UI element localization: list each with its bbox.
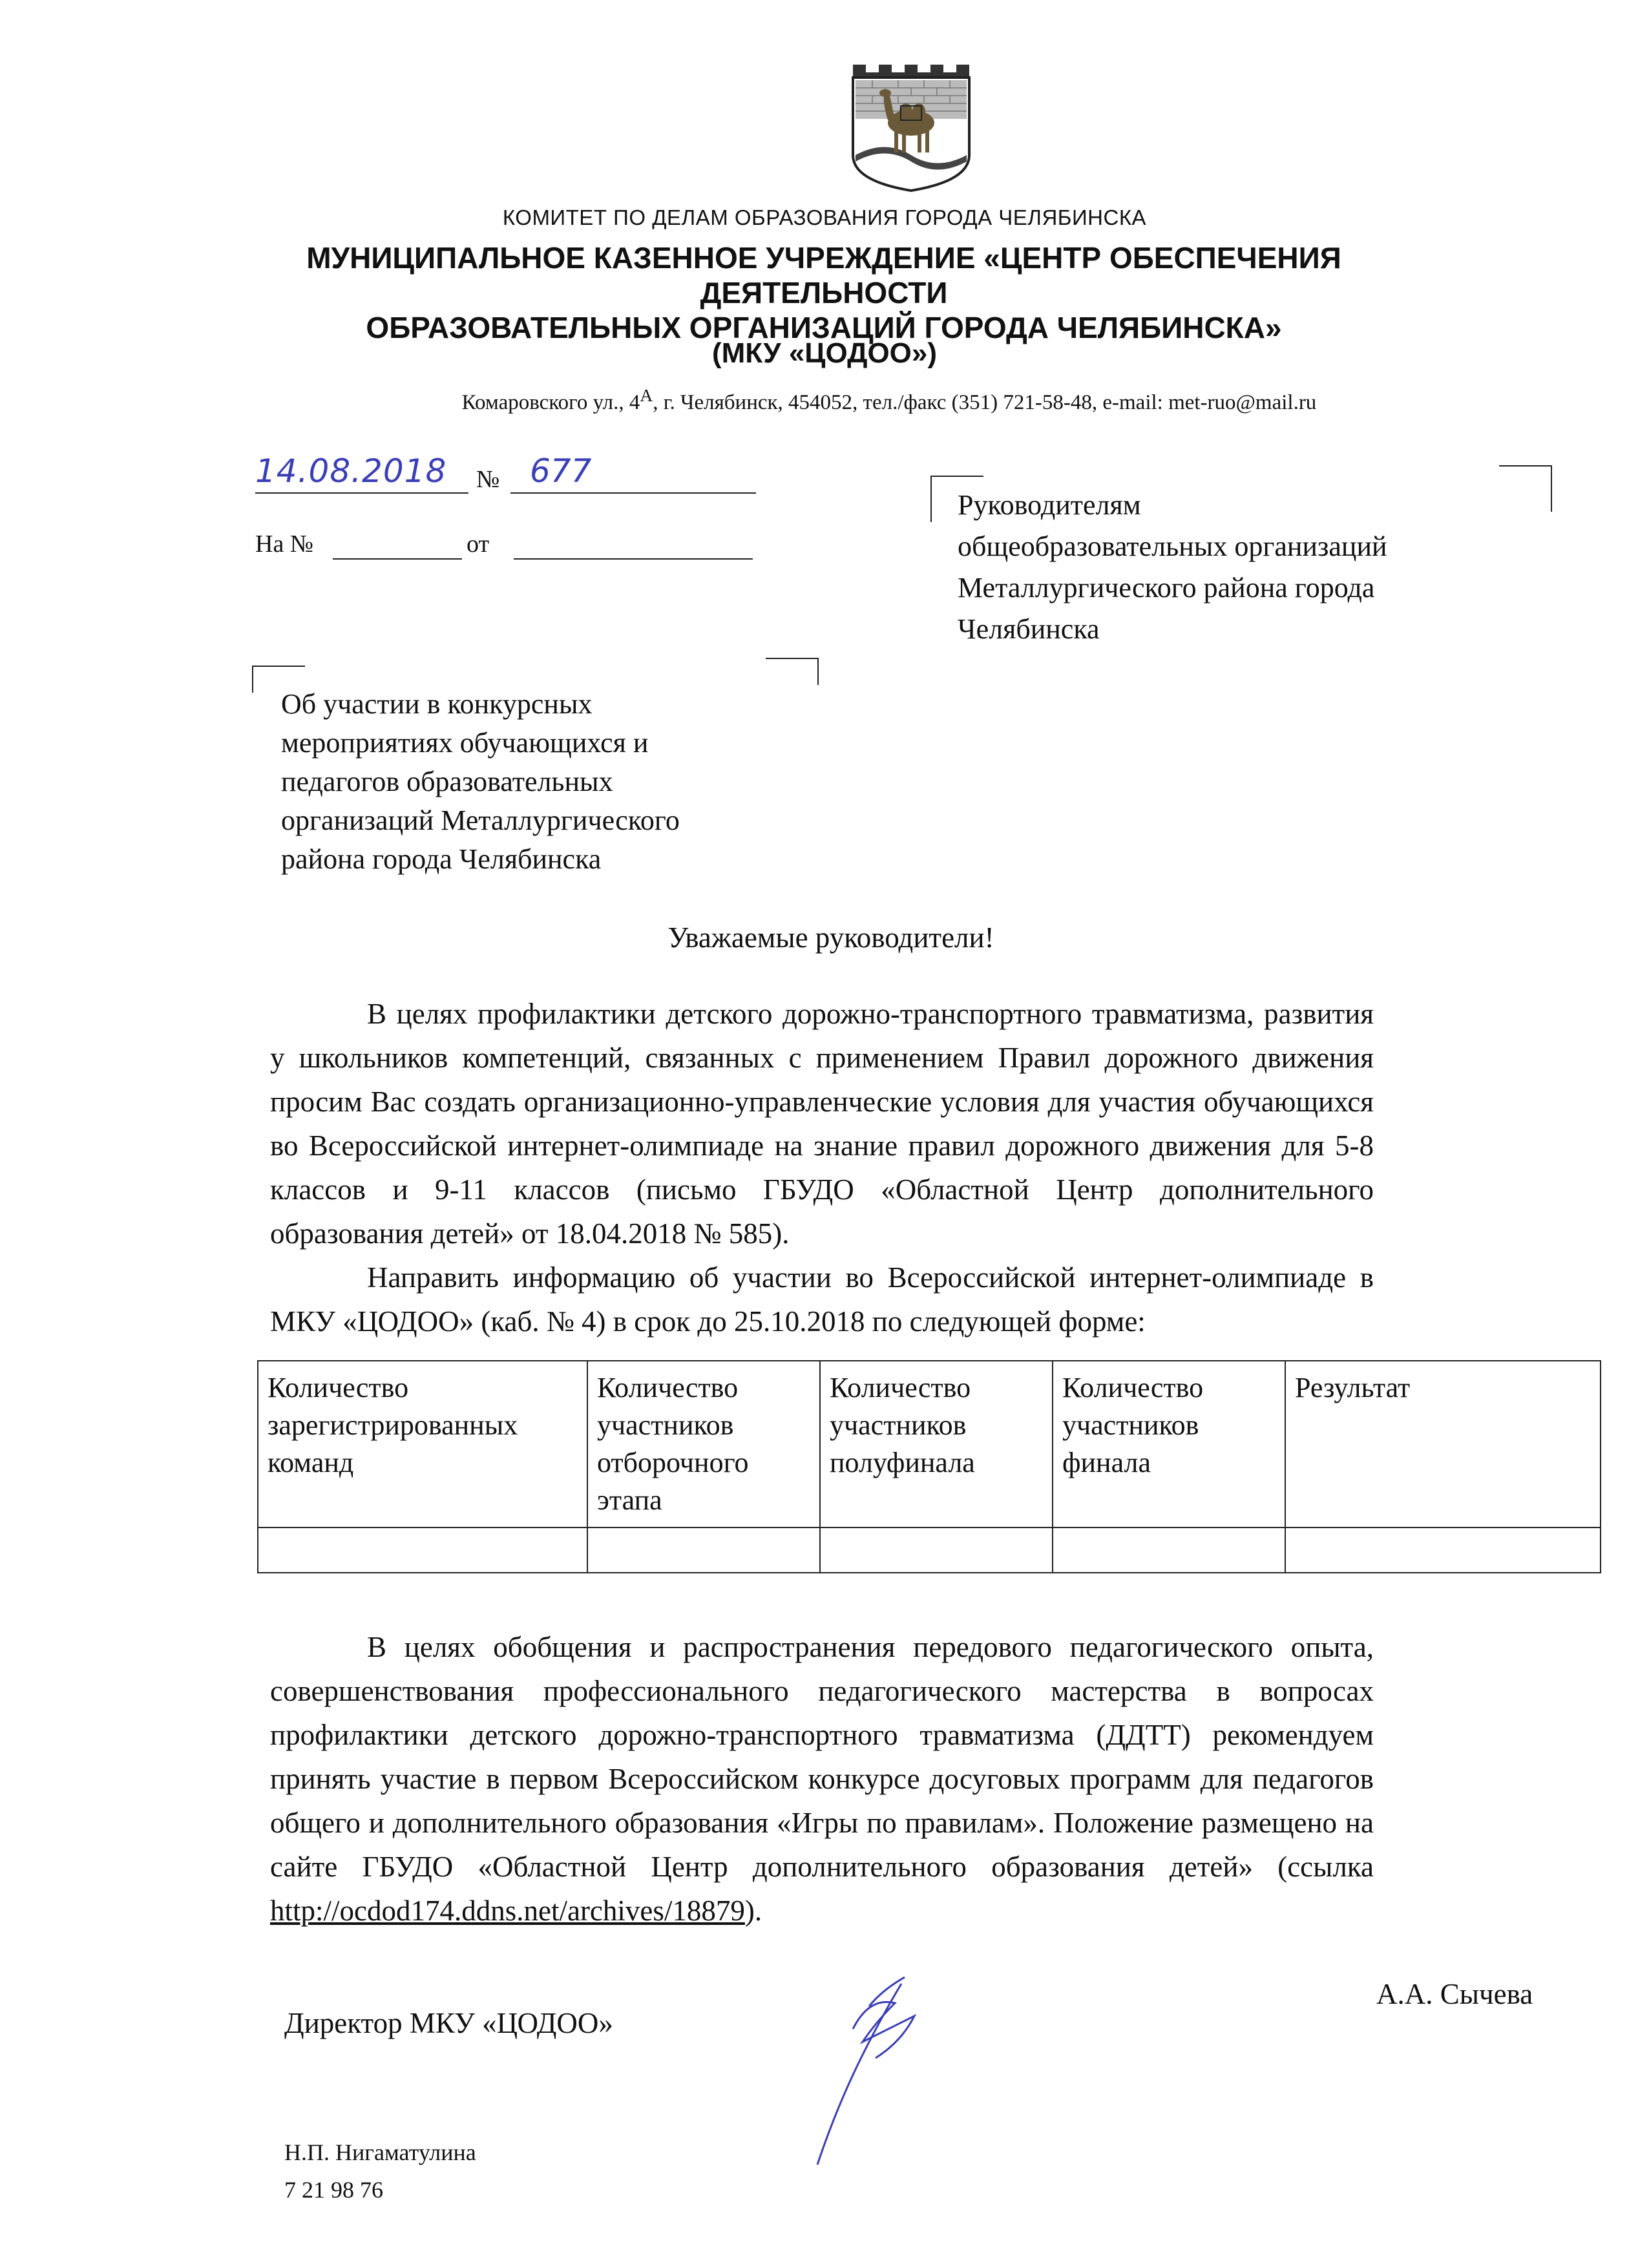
table-cell (258, 1528, 587, 1573)
addressee-line: общеобразовательных организаций (958, 530, 1387, 562)
body-paragraph (270, 1625, 1374, 1933)
salutation: Уважаемые руководители! (667, 921, 994, 954)
address-text: Комаровского ул., 4 (461, 391, 640, 414)
subject-line: педагогов образовательных (281, 766, 613, 797)
reference-number-blank (333, 558, 462, 560)
body-paragraph: В целях профилактики детского дорожно-транспортного травматизма, развития у школьников компетенций, связанных с применением Правил дорожного движения просим Вас создать организационно-управленческие условия для участия обучающихся во Всероссийской интернет-олимпиаде на знание правил дорожного движения для 5-8 классов и 9-11 классов (письмо ГБУДО «Областной Центр дополнительного образования детей» от 18.04.2018 № 585). (270, 998, 1374, 1250)
city-coat-of-arms-emblem (846, 58, 976, 194)
reference-date-label: от (467, 530, 490, 558)
table-header-row (258, 1361, 1601, 1528)
subject-line: организаций Металлургического (281, 804, 680, 836)
institution-abbreviation: (МКУ «ЦОДОО») (711, 337, 938, 369)
paragraph-text: В целях обобщения и распространения передового педагогического опыта, совершенствования профессионального педагогического мастерства в вопросах профилактики детского дорожно-транспортного травматизма (ДДТТ) рекомендуем принять участие в первом Всероссийском конкурсе досуговых программ для педагогов общего и дополнительного образования «Игры по правилам». Положение размещено на сайте ГБУДО «Областной Центр дополнительного образования детей» (ссылка (270, 1631, 1374, 1883)
institution-name-line: МУНИЦИПАЛЬНОЕ КАЗЕННОЕ УЧРЕЖДЕНИЕ «ЦЕНТР ОБЕСПЕЧЕНИЯ ДЕЯТЕЛЬНОСТИ (306, 241, 1341, 310)
table-cell (820, 1528, 1053, 1573)
paragraph-end: ). (744, 1895, 762, 1927)
table-cell (1053, 1528, 1285, 1573)
handwritten-signature-image (792, 1945, 940, 2171)
table-header-cell: Результат (1285, 1361, 1601, 1528)
registration-number-label: № (476, 466, 500, 493)
table-header-cell: Количество участников полуфинала (820, 1361, 1053, 1528)
number-underline (510, 492, 756, 494)
body-paragraph-bottom (270, 1625, 1374, 1933)
institution-name-line: ОБРАЗОВАТЕЛЬНЫХ ОРГАНИЗАЦИЙ ГОРОДА ЧЕЛЯБИНСКА» (366, 311, 1282, 344)
executor-phone: 7 21 98 76 (284, 2177, 383, 2203)
table-cell (1285, 1528, 1601, 1573)
subject-line: мероприятиях обучающихся и (281, 727, 649, 759)
registration-date: 14.08.2018 (255, 452, 447, 490)
table-header-cell: Количество участников финала (1053, 1361, 1285, 1528)
regulations-link[interactable]: http://ocdod174.ddns.net/archives/18879 (270, 1895, 745, 1927)
report-form-table (257, 1360, 1601, 1573)
reference-date-blank (514, 558, 753, 560)
committee-name: КОМИТЕТ ПО ДЕЛАМ ОБРАЗОВАНИЯ ГОРОДА ЧЕЛЯБИНСКА (502, 205, 1147, 229)
executor-name: Н.П. Нигаматулина (284, 2139, 476, 2165)
body-paragraph: Направить информацию об участии во Всероссийской интернет-олимпиаде в МКУ «ЦОДОО» (каб. № 4) в срок до 25.10.2018 по следующей форме: (270, 1261, 1374, 1338)
reference-number-label: На № (255, 530, 314, 558)
signer-name: А.А. Сычева (1376, 1978, 1533, 2010)
table-header-cell: Количество зарегистрированных команд (258, 1361, 587, 1528)
body-paragraphs-top (270, 992, 1374, 1343)
addressee-line: Металлургического района города (958, 572, 1375, 604)
subject-corner-mark (766, 658, 819, 685)
table-cell (587, 1528, 820, 1573)
institution-address (0, 385, 1649, 415)
table-header-cell: Количество участников отборочного этапа (587, 1361, 820, 1528)
signer-position: Директор МКУ «ЦОДОО» (284, 2007, 613, 2039)
address-contacts: , г. Челябинск, 454052, тел./факс (351) 721-58-48, e-mail: met-ruo@mail.ru (653, 391, 1317, 414)
institution-name (220, 240, 1428, 345)
addressee-line: Руководителям (958, 489, 1141, 521)
registration-number: 677 (530, 452, 592, 490)
addressee-block (958, 485, 1539, 650)
letter-subject (281, 685, 798, 879)
subject-line: Об участии в конкурсных (281, 688, 593, 720)
addressee-line: Челябинска (958, 613, 1100, 645)
table-row (258, 1528, 1601, 1573)
date-underline (255, 492, 468, 494)
address-superscript: А (640, 385, 653, 405)
subject-line: района города Челябинска (281, 843, 602, 875)
